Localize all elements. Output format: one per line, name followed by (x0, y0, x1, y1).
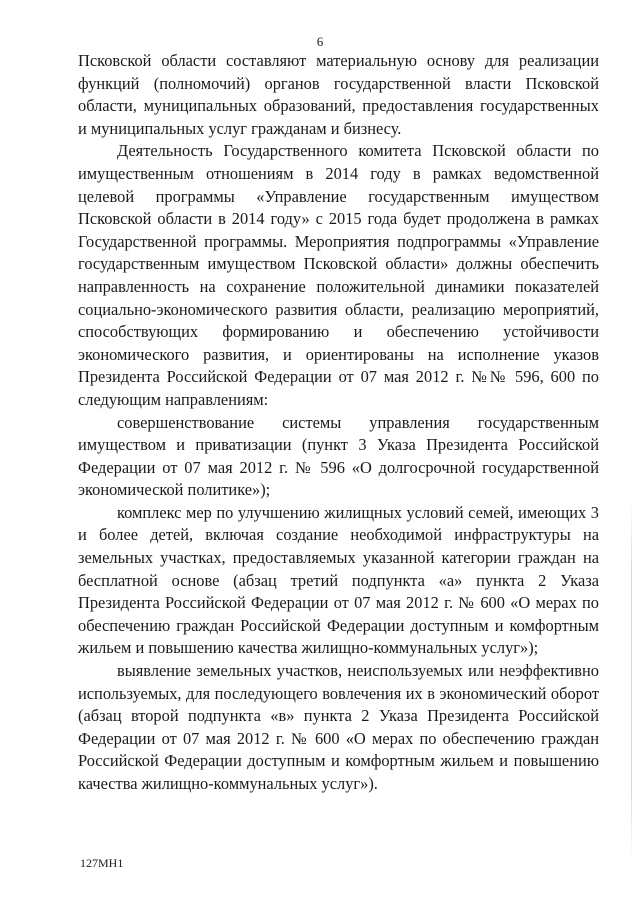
list-item-housing-measures: комплекс мер по улучшению жилищных условий семей, имеющих 3 и более детей, включая создание необходимой инфраструктуры на земельных участках, предоставляемых указанной категории граждан на бесплатной основе (абзац третий подпункта «а» пункта 2 Указа Президента Российской Федерации от 07 мая 2012 г. № 600 «О мерах по обеспечению граждан Российской Федерации доступным и комфортным жильем и повышению качества жилищно-коммунальных услуг»); (78, 502, 599, 658)
document-code: 127МН1 (80, 856, 124, 870)
list-item-property-management: совершенствование системы управления государственным имуществом и приватизации (пункт 3 Указа Президента Российской Федерации от 07 мая 2012 г. № 596 «О долгосрочной государственной экономической политике»); (78, 412, 599, 500)
paragraph-activity: Деятельность Государственного комитета Псковской области по имущественным отношениям в 2014 году в рамках ведомственной целевой программы «Управление государственным имуществом Псковской области в 2014 году» с 2015 года будет продолжена в рамках Государственной программы. Мероприятия подпрограммы «Управление государственным имуществом Псковской области» должны обеспечить направленность на сохранение положительной динамики показателей социально-экономического развития области, реализацию мероприятий, способствующих формированию и обеспечению устойчивости экономического развития, и ориентированы на исполнение указов Президента Российской Федерации от 07 мая 2012 г. №№ 596, 600 по следующим направлениям: (78, 141, 599, 409)
paragraph-continuation: Псковской области составляют материальную основу для реализации функций (полномочий) органов государственной власти Псковской области, муниципальных образований, предоставления государственных и муниципальных услуг гражданам и бизнесу. (78, 51, 599, 138)
document-body (78, 50, 599, 796)
list-item-land-identification: выявление земельных участков, неиспользуемых или неэффективно используемых, для последующего вовлечения их в экономический оборот (абзац второй подпункта «в» пункта 2 Указа Президента Российской Федерации от 07 мая 2012 г. № 600 «О мерах по обеспечению граждан Российской Федерации доступным и комфортным жильем и повышению качества жилищно-коммунальных услуг»). (78, 661, 599, 793)
page-number: 6 (316, 34, 324, 49)
scan-edge-shadow (631, 500, 632, 860)
